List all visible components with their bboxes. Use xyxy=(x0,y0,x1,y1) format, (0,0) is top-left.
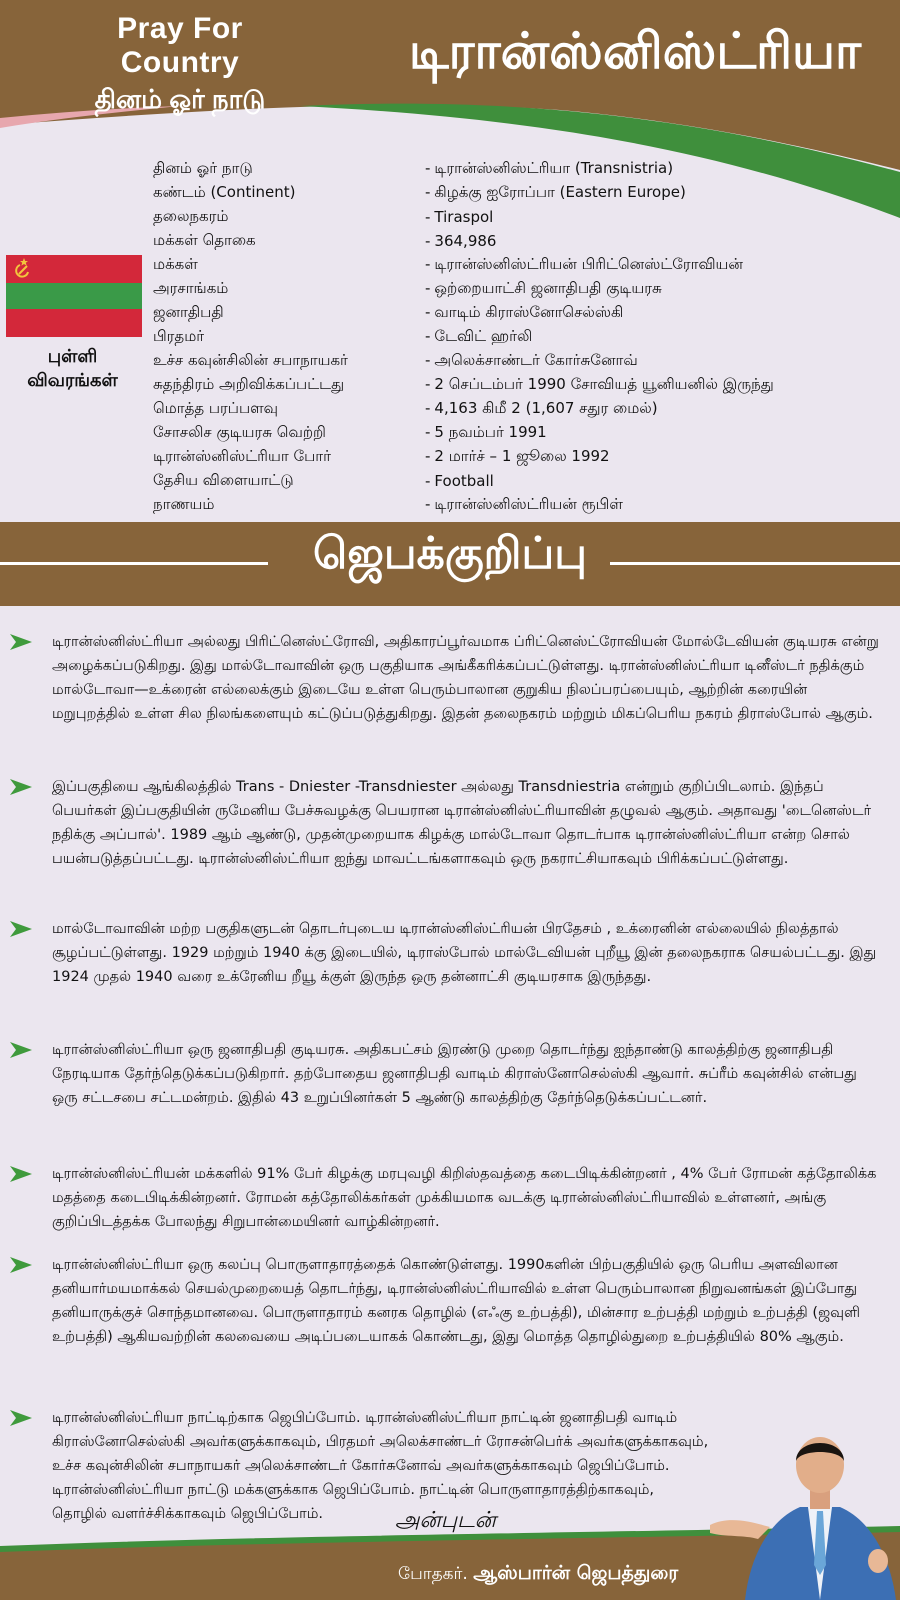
fact-key: ஜனாதிபதி xyxy=(153,303,224,321)
arrow-bullet-icon xyxy=(10,921,32,937)
fact-key: மக்கள் xyxy=(153,255,198,273)
brand-title: Pray For Country xyxy=(117,12,243,79)
arrow-bullet-icon xyxy=(10,1410,32,1426)
fact-row: தினம் ஓர் நாடு - டிரான்ஸ்னிஸ்ட்ரியா (Transnistria) xyxy=(153,159,674,177)
fact-key: டிரான்ஸ்னிஸ்ட்ரியா போர் xyxy=(153,447,331,465)
fact-key: தேசிய விளையாட்டு xyxy=(153,471,294,489)
facts-label-line2: விவரங்கள் xyxy=(27,370,118,391)
fact-value: வாடிம் கிராஸ்னோசெல்ஸ்கி xyxy=(434,303,624,321)
fact-row: மொத்த பரப்பளவு - 4,163 கிமீ 2 (1,607 சதுர மைல்) xyxy=(153,399,658,417)
fact-key: கண்டம் (Continent) xyxy=(153,183,296,201)
arrow-bullet-icon xyxy=(10,779,32,795)
fact-key: அரசாங்கம் xyxy=(153,279,229,297)
fact-row: கண்டம் (Continent) - கிழக்கு ஐரோப்பா (Eastern Europe) xyxy=(153,183,686,201)
facts-label-line1: புள்ளி xyxy=(47,346,98,367)
arrow-bullet-icon xyxy=(10,634,32,650)
fact-key: உச்ச கவுன்சிலின் சபாநாயகர் xyxy=(153,351,348,369)
sign-off: அன்புடன் xyxy=(395,1508,496,1533)
brand-subtitle: தினம் ஓர் நாடு xyxy=(94,84,266,114)
fact-row: தேசிய விளையாட்டு - Football xyxy=(153,471,494,490)
arrow-bullet-icon xyxy=(10,1257,32,1273)
fact-row: நாணயம் - டிரான்ஸ்னிஸ்ட்ரியன் ரூபிள் xyxy=(153,495,623,513)
country-title: டிரான்ஸ்னிஸ்ட்ரியா xyxy=(408,23,862,79)
fact-row: தலைநகரம் - Tiraspol xyxy=(153,207,494,226)
note-text: மால்டோவாவின் மற்ற பகுதிகளுடன் தொடர்புடைய டிரான்ஸ்னிஸ்ட்ரியன் பிரதேசம் , உக்ரைனின் எல்லையில் நிலத்தால் சூழப்பட்டுள்ளது. 1929 மற்றும் 1940 க்கு இடையில், டிராஸ்போல் மால்டேவியன் புறீயூ இன் தலைநகராக செயல்பட்டது. இது 1924 முதல் 1940 வரை உக்ரேனிய றீயூ க்குள் இருந்த ஒரு தன்னாட்சி குடியரசாக இருந்தது. xyxy=(52,921,877,985)
fact-key: மொத்த பரப்பளவு xyxy=(153,399,279,417)
fact-value: கிழக்கு ஐரோப்பா (Eastern Europe) xyxy=(434,183,686,201)
fact-key: சுதந்திரம் அறிவிக்கப்பட்டது xyxy=(153,375,345,393)
fact-value: அலெக்சாண்டர் கோர்சுனோவ் xyxy=(434,351,638,369)
fact-value: Football xyxy=(434,472,494,490)
fact-value: டிரான்ஸ்னிஸ்ட்ரியன் ரூபிள் xyxy=(434,495,623,513)
fact-value: 364,986 xyxy=(434,232,497,250)
banner-title: ஜெபக்குறிப்பு xyxy=(312,528,587,579)
arrow-bullet-icon xyxy=(10,1166,32,1182)
fact-value: டிரான்ஸ்னிஸ்ட்ரியன் பிரிட்னெஸ்ட்ரோவியன் xyxy=(434,255,743,273)
note-text: டிரான்ஸ்னிஸ்ட்ரியா நாட்டிற்காக ஜெபிப்போம். டிரான்ஸ்னிஸ்ட்ரியா நாட்டின் ஜனாதிபதி வாடிம் கிராஸ்னோசெல்ஸ்கி அவர்களுக்காகவும், பிரதமர் அலெக்சாண்டர் ரோசன்பெர்க் அவர்களுக்காகவும், உச்ச கவுன்சிலின் சபாநாயகர் அலெக்சாண்டர் கோர்சுனோவ் அவர்களுக்காகவும் ஜெபிப்போம். டிரான்ஸ்னிஸ்ட்ரியா நாட்டு மக்களுக்காக ஜெபிப்போம். நாட்டின் பொருளாதாரத்திற்காகவும், தொழில் வளர்ச்சிக்காகவும் ஜெபிப்போம். xyxy=(52,1410,709,1522)
fact-value: 2 மார்ச் – 1 ஜூலை 1992 xyxy=(434,447,610,465)
fact-value: டேவிட் ஹர்லி xyxy=(434,327,533,345)
banner-divider xyxy=(610,562,900,565)
signature-title: போதகர். xyxy=(398,1564,468,1584)
fact-row: பிரதமர் - டேவிட் ஹர்லி xyxy=(153,327,533,345)
fact-key: சோசலிச குடியரசு வெற்றி xyxy=(153,423,326,441)
fact-key: மக்கள் தொகை xyxy=(153,231,256,249)
fact-value: 5 நவம்பர் 1991 xyxy=(434,423,547,441)
brand xyxy=(60,12,300,118)
fact-row: உச்ச கவுன்சிலின் சபாநாயகர் - அலெக்சாண்டர் கோர்சுனோவ் xyxy=(153,351,638,369)
note-text: டிரான்ஸ்னிஸ்ட்ரியா ஒரு ஜனாதிபதி குடியரசு. அதிகபட்சம் இரண்டு முறை தொடர்ந்து ஐந்தாண்டு காலத்திற்கு ஜனாதிபதி நேரடியாக தேர்ந்தெடுக்கப்படுகிறார். தற்போதைய ஜனாதிபதி வாடிம் கிராஸ்னோசெல்ஸ்கி ஆவார். சுப்ரீம் கவுன்சில் என்பது ஒரு சட்டசபை சட்டமன்றம். இதில் 43 உறுப்பினர்கள் 5 ஆண்டு காலத்திற்கு தேர்ந்தெடுக்கப்பட்டனர். xyxy=(52,1042,857,1106)
facts-table xyxy=(153,157,893,517)
arrow-bullet-icon xyxy=(10,1042,32,1058)
note-text: டிரான்ஸ்னிஸ்ட்ரியா அல்லது பிரிட்னெஸ்ட்ரோவி, அதிகாரப்பூர்வமாக ப்ரிட்னெஸ்ட்ரோவியன் மோல்டேவியன் குடியரசு என்று அழைக்கப்படுகிறது. இது மால்டோவாவின் ஒரு பகுதியாக அங்கீகரிக்கப்பட்டுள்ளது. டிரான்ஸ்னிஸ்ட்ரியா டினீஸ்டர் நதிக்கும் மால்டோவா—உக்ரைன் எல்லைக்கும் இடையே உள்ள பெரும்பாலான குறுகிய நிலப்பரப்பையும், ஆற்றின் கரையின் மறுபுறத்தில் உள்ள சில நிலங்களையும் கட்டுப்படுத்துகிறது. இதன் தலைநகரம் மற்றும் மிகப்பெரிய நகரம் திராஸ்போல் ஆகும். xyxy=(52,634,879,722)
facts-label xyxy=(10,345,135,393)
fact-value: டிரான்ஸ்னிஸ்ட்ரியா (Transnistria) xyxy=(434,159,674,177)
note-text: டிரான்ஸ்னிஸ்ட்ரியா ஒரு கலப்பு பொருளாதாரத்தைக் கொண்டுள்ளது. 1990களின் பிற்பகுதியில் ஒரு பெரிய அளவிலான தனியார்மயமாக்கல் செயல்முறையைத் தொடர்ந்து, டிரான்ஸ்னிஸ்ட்ரியாவில் உள்ள பெரும்பாலான நிறுவனங்கள் இப்போது தனியாருக்குச் சொந்தமானவை. பொருளாதாரம் கனரக தொழில் (எஃகு உற்பத்தி), மின்சார உற்பத்தி மற்றும் உற்பத்தி (ஜவுளி உற்பத்தி) ஆகியவற்றின் கலவையை அடிப்படையாகக் கொண்டது, இது மொத்த தொழில்துறை உற்பத்தியில் 80% ஆகும். xyxy=(52,1257,861,1345)
fact-key: தினம் ஓர் நாடு xyxy=(153,159,253,177)
fact-row: சோசலிச குடியரசு வெற்றி - 5 நவம்பர் 1991 xyxy=(153,423,547,441)
banner-divider xyxy=(0,562,268,565)
fact-key: நாணயம் xyxy=(153,495,215,513)
note-text: டிரான்ஸ்னிஸ்ட்ரியன் மக்களில் 91% பேர் கிழக்கு மரபுவழி கிறிஸ்தவத்தை கடைபிடிக்கின்றனர் , 4% பேர் ரோமன் கத்தோலிக்க மதத்தை கடைபிடிக்கின்றனர். ரோமன் கத்தோலிக்கர்கள் முக்கியமாக வடக்கு டிரான்ஸ்னிஸ்ட்ரியாவில் உள்ளனர், அங்கு குறிப்பிடத்தக்க போலந்து சிறுபான்மையினர் வாழ்கின்றனர். xyxy=(52,1166,877,1230)
fact-row: மக்கள் - டிரான்ஸ்னிஸ்ட்ரியன் பிரிட்னெஸ்ட்ரோவியன் xyxy=(153,255,743,273)
fact-row: சுதந்திரம் அறிவிக்கப்பட்டது - 2 செப்டம்பர் 1990 சோவியத் யூனியனில் இருந்து xyxy=(153,375,774,393)
signature-name: ஆஸ்பார்ன் ஜெபத்துரை xyxy=(473,1562,679,1584)
note-text: இப்பகுதியை ஆங்கிலத்தில் Trans - Dniester -Transdniester அல்லது Transdniestria என்றும் குறிப்பிடலாம். இந்தப் பெயர்கள் இப்பகுதியின் ருமேனிய பேச்சுவழக்கு பெயரான டிரான்ஸ்னிஸ்ட்ரியாவின் தழுவல் ஆகும். அதாவது 'டைனெஸ்டர் நதிக்கு அப்பால்'. 1989 ஆம் ஆண்டு, முதன்முறையாக கிழக்கு மால்டோவா தொடர்பாக டிரான்ஸ்னிஸ்ட்ரியா என்ற சொல் பயன்படுத்தப்பட்டது. டிரான்ஸ்னிஸ்ட்ரியா ஐந்து மாவட்டங்களாகவும் ஒரு நகராட்சியாகவும் பிரிக்கப்பட்டுள்ளது. xyxy=(52,779,872,867)
fact-row: டிரான்ஸ்னிஸ்ட்ரியா போர் - 2 மார்ச் – 1 ஜூலை 1992 xyxy=(153,447,610,465)
signature xyxy=(398,1562,678,1587)
header xyxy=(0,0,900,130)
fact-value: ஒற்றையாட்சி ஜனாதிபதி குடியரசு xyxy=(434,279,662,297)
transnistria-flag xyxy=(6,255,142,337)
fact-key: தலைநகரம் xyxy=(153,207,229,225)
fact-row: அரசாங்கம் - ஒற்றையாட்சி ஜனாதிபதி குடியரசு xyxy=(153,279,662,297)
pastor-photo xyxy=(700,1415,900,1600)
fact-row: ஜனாதிபதி - வாடிம் கிராஸ்னோசெல்ஸ்கி xyxy=(153,303,624,321)
fact-value: 4,163 கிமீ 2 (1,607 சதுர மைல்) xyxy=(434,399,658,417)
prayer-notes-banner xyxy=(0,522,900,606)
fact-value: 2 செப்டம்பர் 1990 சோவியத் யூனியனில் இருந்து xyxy=(434,375,774,393)
fact-key: பிரதமர் xyxy=(153,327,205,345)
fact-value: Tiraspol xyxy=(434,208,494,226)
fact-row: மக்கள் தொகை - 364,986 xyxy=(153,231,497,250)
